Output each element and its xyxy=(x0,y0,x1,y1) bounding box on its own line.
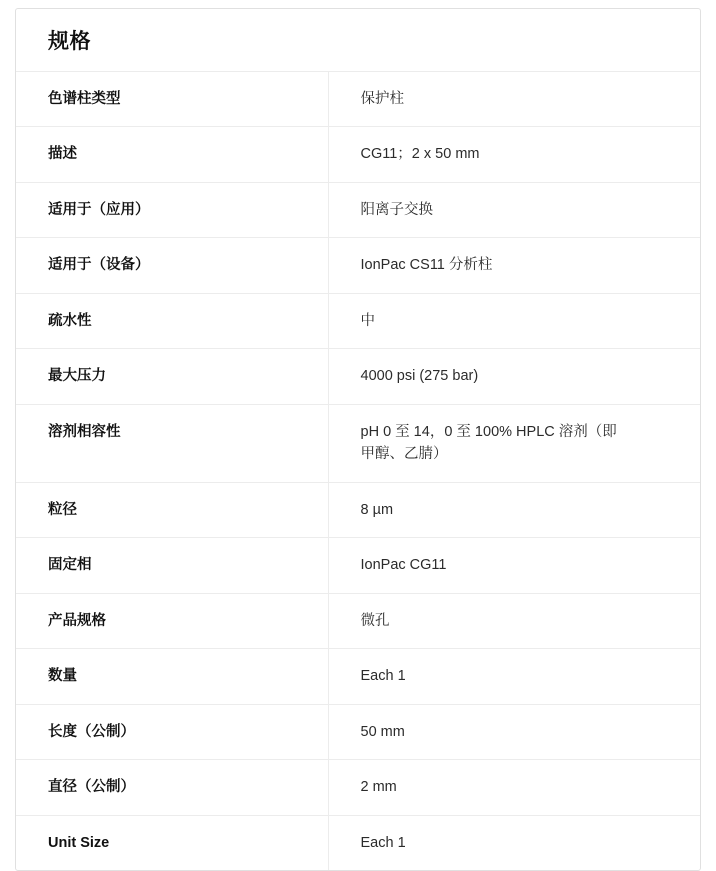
spec-value xyxy=(328,349,700,404)
table-row xyxy=(16,293,700,348)
spec-label: 疏水性 xyxy=(48,312,92,329)
spec-label: 产品规格 xyxy=(48,612,106,629)
spec-value xyxy=(328,538,700,593)
spec-value-text: 8 µm xyxy=(360,501,394,518)
spec-label: 直径（公制） xyxy=(48,779,135,796)
spec-label: 适用于（设备） xyxy=(48,257,150,274)
spec-value-text: 保护柱 xyxy=(360,91,404,107)
table-row xyxy=(16,182,700,237)
spec-label: Unit Size xyxy=(48,834,110,851)
table-row xyxy=(16,127,700,182)
spec-label: 适用于（应用） xyxy=(48,201,150,218)
page-title: 规格 xyxy=(48,30,91,53)
table-row xyxy=(16,72,700,127)
table-row xyxy=(16,404,700,482)
spec-value xyxy=(328,482,700,537)
spec-value xyxy=(328,593,700,648)
specifications-table xyxy=(16,71,700,870)
spec-label: 固定相 xyxy=(48,557,92,574)
spec-label: 长度（公制） xyxy=(48,723,135,740)
spec-value-text: IonPac CS11 分析柱 xyxy=(360,257,493,274)
spec-value xyxy=(328,704,700,759)
spec-value-text: IonPac CG11 xyxy=(360,557,447,574)
spec-value xyxy=(328,293,700,348)
specifications-table-body xyxy=(16,72,700,871)
spec-value xyxy=(328,404,700,482)
table-row xyxy=(16,349,700,404)
spec-label: 最大压力 xyxy=(48,368,106,385)
spec-value-text: 50 mm xyxy=(360,723,405,740)
spec-label: 数量 xyxy=(48,668,77,685)
spec-value xyxy=(328,72,700,127)
spec-value-text: Each 1 xyxy=(360,668,406,685)
table-row xyxy=(16,482,700,537)
spec-label: 粒径 xyxy=(48,501,77,518)
table-row xyxy=(16,238,700,293)
spec-value xyxy=(328,238,700,293)
spec-value xyxy=(328,760,700,815)
spec-label: 描述 xyxy=(48,146,77,163)
spec-value-text: 2 mm xyxy=(360,779,397,796)
spec-value-text: 微孔 xyxy=(360,612,390,629)
table-row xyxy=(16,538,700,593)
table-row xyxy=(16,649,700,704)
spec-value-text: CG11；2 x 50 mm xyxy=(360,146,480,163)
table-row xyxy=(16,704,700,759)
spec-value-text: 4000 psi (275 bar) xyxy=(360,368,479,385)
spec-label: 溶剂相容性 xyxy=(48,423,121,440)
spec-value xyxy=(328,182,700,237)
spec-value-text: pH 0 至 14，0 至 100% HPLC 溶剂（即 甲醇、乙腈） xyxy=(360,423,617,463)
table-row xyxy=(16,760,700,815)
spec-value-text: Each 1 xyxy=(360,834,406,851)
spec-value xyxy=(328,649,700,704)
spec-value xyxy=(328,815,700,870)
spec-value-text: 中 xyxy=(360,312,375,329)
spec-value-text: 阳离子交换 xyxy=(360,201,433,218)
table-row xyxy=(16,593,700,648)
spec-value xyxy=(328,127,700,182)
specifications-card xyxy=(15,8,701,871)
spec-label: 色谱柱类型 xyxy=(48,91,121,107)
table-row xyxy=(16,815,700,870)
